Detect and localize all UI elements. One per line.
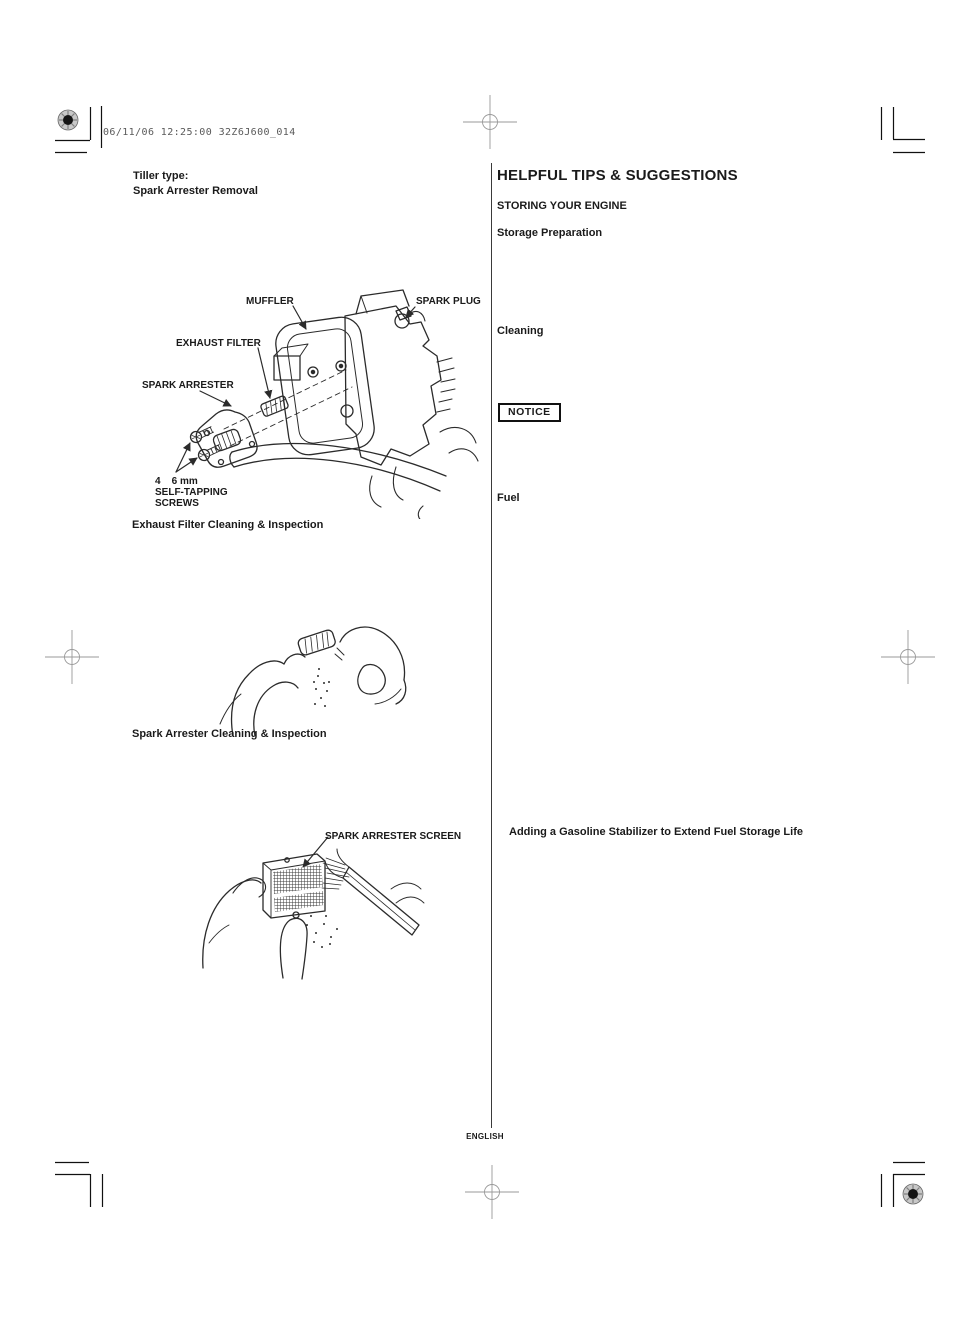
figure-spark-arrester-cleaning xyxy=(195,823,430,983)
heading-cleaning: Cleaning xyxy=(497,325,544,337)
screw-drawing xyxy=(189,424,215,444)
notice-label: NOTICE xyxy=(498,403,561,422)
label-spark-plug: SPARK PLUG xyxy=(416,296,481,307)
dust-particles xyxy=(306,915,338,948)
exhaust-filter-drawing xyxy=(260,395,289,417)
muffler-drawing xyxy=(273,315,377,458)
label-muffler: MUFFLER xyxy=(246,296,294,307)
section-title-tiller-type: Tiller type: xyxy=(133,170,189,182)
label-spark-arrester: SPARK ARRESTER xyxy=(142,380,234,391)
section-title-spark-arrester-cleaning: Spark Arrester Cleaning & Inspection xyxy=(132,728,327,740)
heading-storing-your-engine: STORING YOUR ENGINE xyxy=(497,200,627,212)
dust-particles xyxy=(313,668,330,707)
spark-arrester-screen-drawing xyxy=(263,854,325,918)
registration-target-top-left xyxy=(58,110,78,130)
section-title-exhaust-filter-cleaning: Exhaust Filter Cleaning & Inspection xyxy=(132,519,324,531)
notice-box xyxy=(498,402,561,422)
label-screws xyxy=(155,476,228,509)
label-spark-arrester-screen: SPARK ARRESTER SCREEN xyxy=(325,831,462,842)
label-screws-line1: 4 6 mm xyxy=(155,476,198,487)
heading-fuel: Fuel xyxy=(497,492,520,504)
figure-exhaust-filter-cleaning xyxy=(215,596,415,736)
brush-drawing xyxy=(322,849,424,935)
column-divider xyxy=(491,163,492,1128)
label-screws-line3: SCREWS xyxy=(155,498,199,509)
footer-language: ENGLISH xyxy=(466,1132,504,1141)
label-screws-line2: SELF-TAPPING xyxy=(155,487,228,498)
registration-target-bottom-right xyxy=(903,1184,923,1204)
label-exhaust-filter: EXHAUST FILTER xyxy=(176,338,261,349)
crop-marks xyxy=(55,106,925,1207)
heading-gasoline-stabilizer: Adding a Gasoline Stabilizer to Extend Fuel Storage Life xyxy=(509,826,803,838)
screw-drawing xyxy=(197,442,223,462)
spark-arrester-drawing xyxy=(196,410,257,467)
spark-plug-drawing xyxy=(395,307,425,328)
heading-storage-preparation: Storage Preparation xyxy=(497,227,603,239)
print-timestamp: 06/11/06 12:25:00 32Z6J600_014 xyxy=(103,127,296,138)
heading-helpful-tips: HELPFUL TIPS & SUGGESTIONS xyxy=(497,167,738,184)
crosshair-marks xyxy=(45,95,935,1219)
exhaust-filter-drawing xyxy=(297,629,336,656)
section-title-spark-arrester-removal: Spark Arrester Removal xyxy=(133,185,258,197)
